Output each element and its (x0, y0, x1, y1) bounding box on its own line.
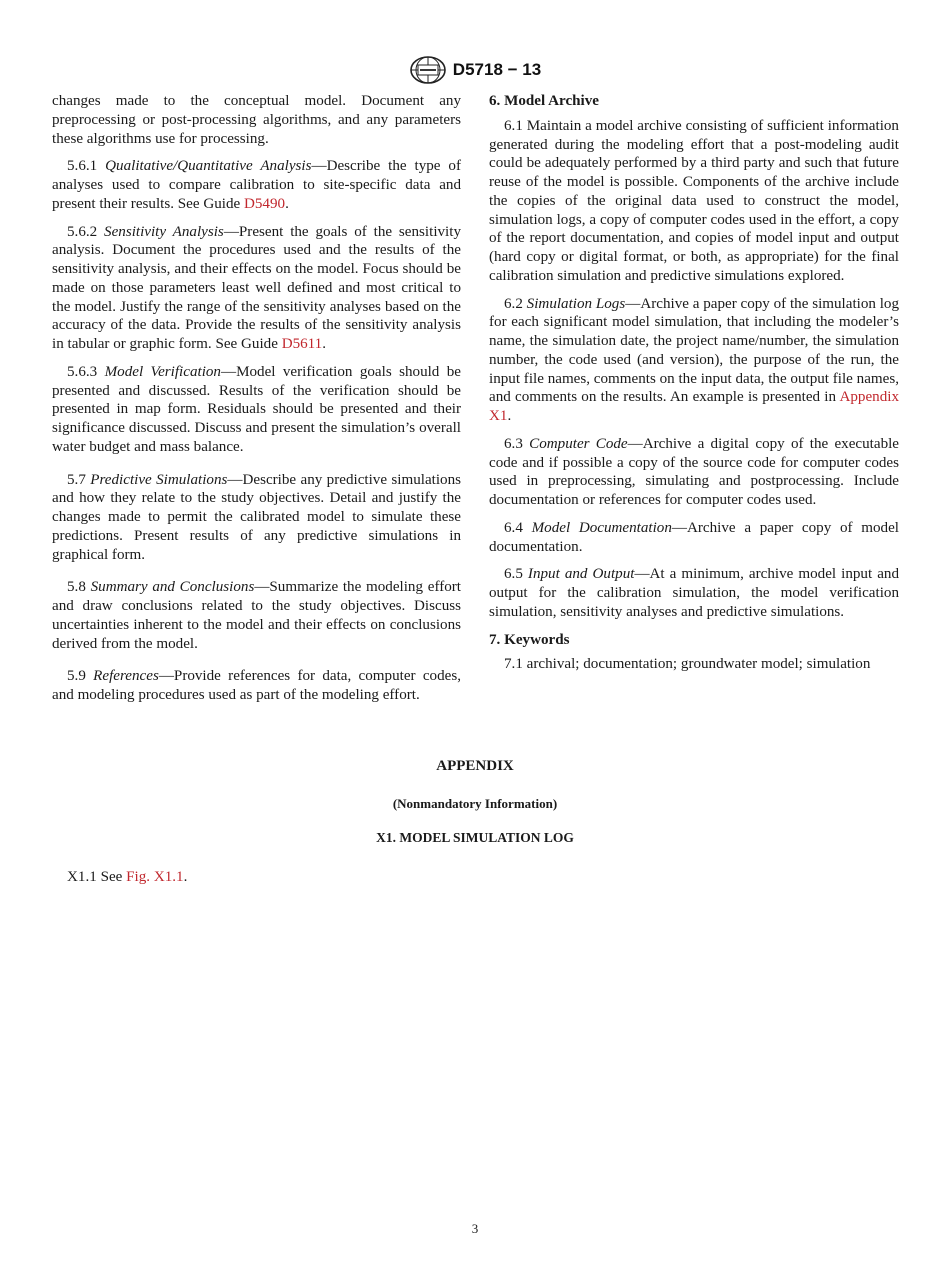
section-title: Sensitivity Analysis (104, 223, 224, 240)
section-number: 5.8 (67, 579, 86, 596)
paragraph-continued: changes made to the conceptual model. Document any preprocessing or post-processing algorithms, and any parameters these algorithms use for processing. (52, 93, 461, 147)
section-number: 5.9 (67, 668, 86, 685)
section-5-6-1 (52, 157, 461, 213)
section-end: . (183, 869, 188, 885)
astm-logo-icon (409, 55, 447, 85)
section-title: Predictive Simulations (90, 471, 228, 488)
section-title: Model Verification (104, 363, 221, 380)
section-number: 5.6.2 (67, 223, 98, 240)
section-7-1 (489, 655, 899, 674)
section-title: Qualitative/Quantitative Analysis (105, 158, 312, 175)
section-title: Summary and Conclusions (90, 579, 255, 596)
section-number: 6.1 (504, 117, 523, 134)
section-6-5 (489, 565, 899, 621)
section-number: 5.7 (67, 471, 86, 488)
document-designation: D5718 − 13 (452, 60, 542, 79)
section-6-1 (489, 117, 899, 286)
appendix-x1-title: X1. MODEL SIMULATION LOG (376, 830, 574, 845)
section-text: —Archive a digital copy of the executable code and if possible a copy of the source code for computer codes used in preprocessing, simulating and postprocessing. Include documentation or references for computer codes used. (489, 435, 900, 508)
section-end: . (322, 336, 326, 352)
section-text: —Present the goals of the sensitivity analysis. Document the procedures used and the results of the sensitivity analysis, and their effects on the model. Focus should be made on those parameters least well defined and most critical to the model. Justify the range of the sensitivity analyses based on the accuracy of the data. Provide the results of the sensitivity analysis in tabular or graphic form. See Guide (52, 223, 461, 352)
section-number: 6.4 (504, 519, 523, 536)
appendix-title: APPENDIX (436, 758, 514, 774)
section-title: Simulation Logs (526, 295, 626, 312)
page-header (0, 55, 950, 85)
section-6-heading: 6. Model Archive (489, 93, 599, 109)
section-number: 6.3 (504, 435, 523, 452)
section-5-6-3 (52, 363, 461, 457)
section-text: —Archive a paper copy of model documentation. (489, 519, 899, 555)
section-6-3 (489, 435, 899, 510)
section-text: —Summarize the modeling effort and draw conclusions related to the study objectives. Discuss uncertainties inherent to the model and their effects on conclusions derived from the model. (52, 579, 461, 652)
section-text: —Describe the type of analyses used to compare calibration to site-specific data and present their results. See Guide (52, 158, 461, 212)
section-title: Computer Code (529, 435, 628, 452)
section-5-9 (52, 667, 461, 705)
guide-d5490-link[interactable]: D5490 (243, 195, 286, 212)
section-5-7 (52, 471, 461, 565)
section-6-4 (489, 519, 899, 557)
section-number: 6.2 (504, 295, 523, 312)
section-text: —At a minimum, archive model input and output for the calibration simulation, the model verification simulation, sensitivity analyses and predictive simulations. (489, 566, 899, 620)
section-5-6-2 (52, 223, 461, 354)
section-5-8 (52, 578, 461, 653)
section-number: 5.6.3 (67, 363, 98, 380)
section-title: Model Documentation (531, 519, 672, 536)
guide-d5611-link[interactable]: D5611 (281, 336, 323, 352)
section-7-heading: 7. Keywords (489, 631, 570, 648)
section-number: 5.6.1 (67, 158, 98, 175)
section-text: —Provide references for data, computer codes, and modeling procedures used as part of the modeling effort. (52, 668, 461, 703)
section-end: . (507, 408, 512, 424)
fig-x1-1-link[interactable]: Fig. X1.1 (126, 869, 184, 885)
section-number: X1.1 (67, 869, 97, 885)
section-number: 6.5 (504, 566, 523, 583)
section-text: See (100, 869, 127, 885)
section-text: archival; documentation; groundwater model; simulation (526, 656, 871, 673)
section-title: References (93, 668, 159, 685)
section-number: 7.1 (504, 656, 523, 673)
section-text: —Model verification goals should be presented and discussed. Results of the verification should be presented in map form. Residuals should be presented and their significance discussed. Discuss and present the simulation’s overall water budget and mass balance. (52, 363, 461, 455)
appendix-subtitle: (Nonmandatory Information) (392, 796, 558, 811)
right-column (489, 92, 899, 683)
appendix-x1-link[interactable]: Appendix X1 (489, 389, 899, 424)
section-6-2 (489, 295, 899, 426)
section-text: —Describe any predictive simulations and how they relate to the study objectives. Detail and justify the changes made to permit the calibrated model to simulate these predictions. Present results of any predictive simulations in graphical form. (52, 471, 462, 563)
section-text: —Archive a paper copy of the simulation log for each significant model simulation, that including the modeler’s name, the simulation date, the project name/number, the simulation number, the code used (and version), the purpose of the run, the input file names, comments on the input data, the output file names, and comments on the results. An example is presented in (489, 295, 900, 406)
section-end: . (285, 195, 289, 212)
section-x1-1 (67, 869, 187, 886)
page-number: 3 (471, 1221, 479, 1236)
left-column (52, 92, 461, 714)
section-title: Input and Output (527, 566, 635, 583)
section-text: Maintain a model archive consisting of sufficient information generated during the modeling effort that a post-modeling audit could be adequately performed by a third party and such that future reuse of the model is possible. Components of the archive include the copies of the original data used to construct the model, simulation logs, a copy of computer codes used in the effort, a copy of the report documentation, and copies of model input and output (hard copy or digital format, or both, as appropriate) for the final calibration simulation and predictive simulations explored. (489, 117, 899, 284)
